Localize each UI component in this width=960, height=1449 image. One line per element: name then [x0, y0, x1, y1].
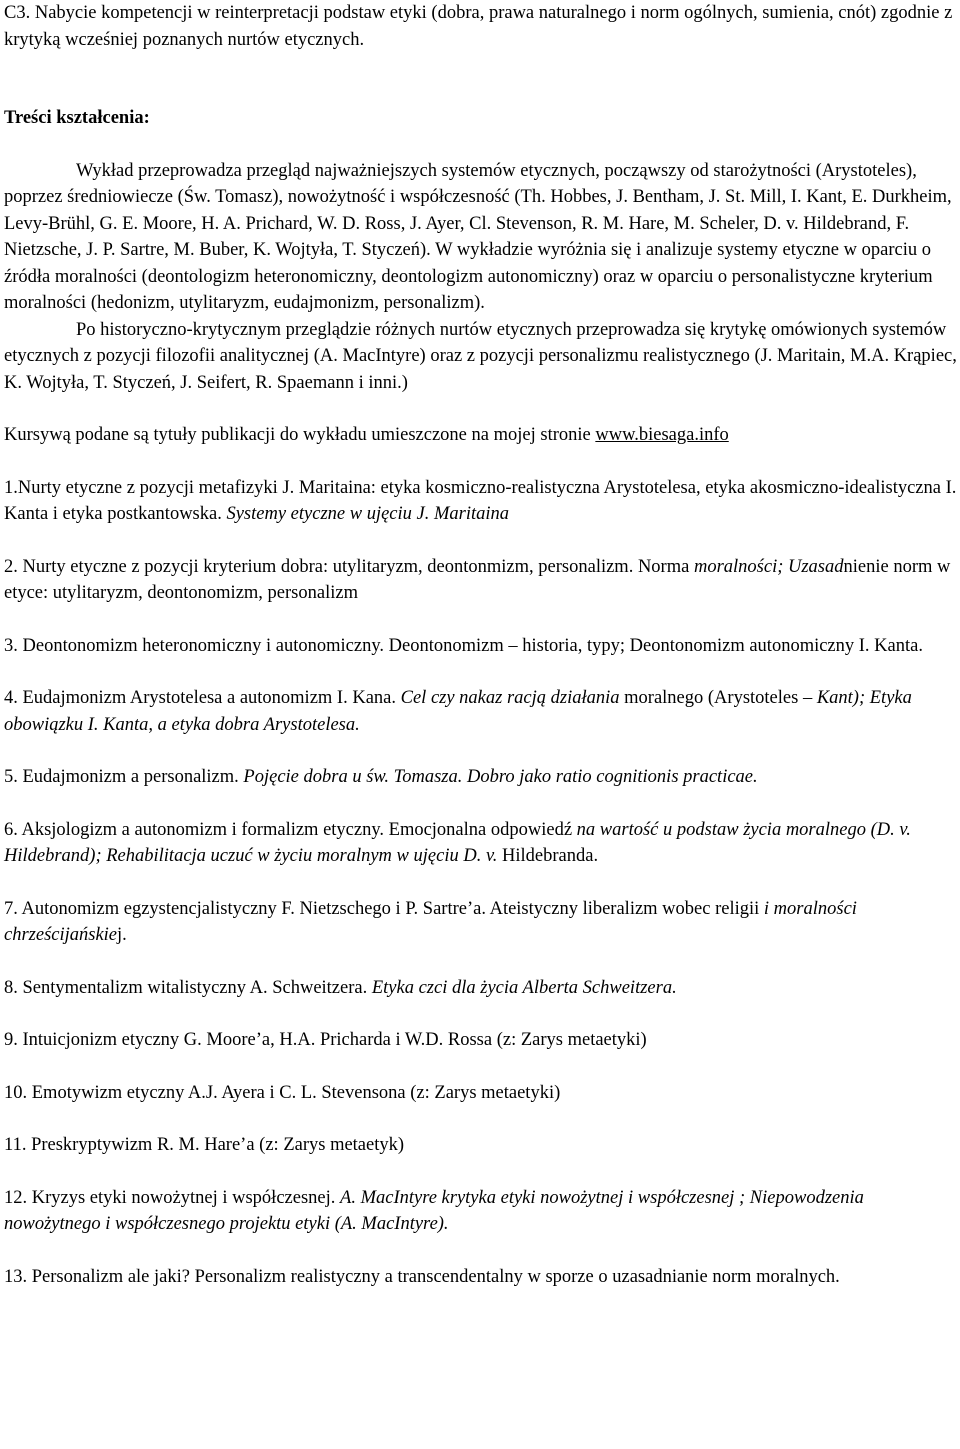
- topic-1-text: 1.Nurty etyczne z pozycji metafizyki J. Maritaina: etyka kosmiczno-realistyczna Arystotelesa, etyka akosmiczno-idealistyczna I. Kanta i etyka postkantowska.: [4, 477, 957, 524]
- topic-5-title: Pojęcie dobra u św. Tomasza. Dobro jako ratio cognitionis practicae.: [243, 767, 758, 787]
- topic-10: 10. Emotywizm etyczny A.J. Ayera i C. L. Stevensona (z: Zarys metaetyki): [4, 1082, 561, 1103]
- topic-4-text-mid: moralnego (Arystoteles –: [619, 688, 817, 708]
- topic-3: 3. Deontonomizm heteronomiczny i autonomiczny. Deontonomizm – historia, typy; Deontonomizm autonomiczny I. Kanta.: [4, 635, 923, 656]
- topic-4-title-2: Kant); Etyka obowiązku I. Kanta, a etyka dobra Arystotelesa.: [4, 688, 912, 735]
- topic-4-text: 4. Eudajmonizm Arystotelesa a autonomizm I. Kana.: [4, 688, 401, 708]
- description-paragraph-1: Wykład przeprowadza przegląd najważniejszych systemów etycznych, począwszy od starożytności (Arystoteles), poprzez średniowiecze (Św. Tomasz), nowożytność i współczesność (Th. Hobbes, J. Bentham, J. St. Mill, I. Kant, E. Durkheim, Levy-Brühl, G. E. Moore, H. A. Prichard, W. D. Ross, J. Ayer, Cl. Stevenson, R. M. Hare, M. Scheler, D. v. Hildebrand, F. Nietzsche, J. P. Sartre, M. Buber, K. Wojtyła, T. Styczeń). W wykładzie wyróżnia się i analizuje systemy etyczne w oparciu o źródła moralności (deontologizm heteronomiczny, deontologizm autonomiczny) oraz w oparciu o personalistyczne kryterium moralności (hedonizm, utylitaryzm, eudajmonizm, personalizm).: [4, 160, 952, 313]
- topic-1-title: Systemy etyczne w ujęciu J. Maritaina: [226, 504, 510, 524]
- topic-6: [4, 817, 957, 870]
- topic-4-title: Cel czy nakaz racją działania: [400, 688, 620, 708]
- topic-13: 13. Personalizm ale jaki? Personalizm realistyczny a transcendentalny w sporze o uzasadnianie norm moralnych.: [4, 1266, 840, 1287]
- document-page: [4, 0, 957, 1290]
- topic-6-text: 6. Aksjologizm a autonomizm i formalizm etyczny. Emocjonalna odpowiedź: [4, 819, 577, 840]
- section-title: Treści kształcenia:: [4, 108, 150, 128]
- topic-7-title: i moralności chrześcijańskie: [4, 898, 857, 945]
- topic-12-title: A. MacIntyre krytyka etyki nowożytnej i współczesnej ; Niepowodzenia nowożytnego i współczesnego projektu etyki (A. MacIntyre).: [4, 1187, 864, 1234]
- description-paragraph-2: Po historyczno-krytycznym przeglądzie różnych nurtów etycznych przeprowadza się krytykę omówionych systemów etycznych z pozycji filozofii analitycznej (A. MacIntyre) oraz z pozycji personalizmu realistycznego (J. Maritain, M.A. Krąpiec, K. Wojtyła, T. Styczeń, J. Seifert, R. Spaemann i inni.): [4, 319, 957, 393]
- topic-1: [4, 475, 957, 528]
- topic-2-text: 2. Nurty etyczne z pozycji kryterium dobra: utylitaryzm, deontonmizm, personalizm. Norma: [4, 556, 694, 577]
- topic-9: 9. Intuicjonizm etyczny G. Moore’a, H.A. Pricharda i W.D. Rossa (z: Zarys metaetyki): [4, 1030, 647, 1050]
- topic-2-title: moralności; Uzasad: [693, 556, 844, 577]
- topic-8: [4, 975, 957, 1002]
- topic-2-text-end: nienie norm w etyce: utylitaryzm, deontonomizm, personalizm: [4, 556, 951, 603]
- note-text: Kursywą podane są tytuły publikacji do wykładu umieszczone na mojej stronie: [4, 425, 596, 445]
- topic-5: [4, 764, 957, 791]
- website-link[interactable]: www.biesaga.info: [595, 425, 729, 445]
- topic-8-title: Etyka czci dla życia Alberta Schweitzera.: [371, 977, 677, 998]
- topic-11: 11. Preskryptywizm R. M. Hare’a (z: Zarys metaetyk): [4, 1135, 405, 1155]
- topic-7-text: 7. Autonomizm egzystencjalistyczny F. Nietzschego i P. Sartre’a. Ateistyczny liberalizm wobec religii: [4, 898, 764, 919]
- topic-12: [4, 1185, 957, 1238]
- topic-12-text: 12. Kryzys etyki nowożytnej i współczesnej.: [4, 1187, 341, 1208]
- topic-7: [4, 896, 957, 949]
- topic-5-text: 5. Eudajmonizm a personalizm.: [4, 767, 244, 787]
- topic-6-title: na wartość u podstaw życia moralnego (D. v. Hildebrand); Rehabilitacja uczuć w życiu moralnym w ujęciu D. v.: [4, 819, 911, 866]
- topic-6-text-end: Hildebranda.: [497, 846, 599, 866]
- topic-4: [4, 685, 957, 738]
- intro-paragraph: C3. Nabycie kompetencji w reinterpretacji podstaw etyki (dobra, prawa naturalnego i norm ogólnych, sumienia, cnót) zgodnie z krytyką wcześniej poznanych nurtów etycznych.: [4, 3, 953, 50]
- note-paragraph: [4, 422, 957, 449]
- topic-7-text-end: j.: [117, 925, 127, 945]
- topic-2: [4, 554, 957, 607]
- topic-8-text: 8. Sentymentalizm witalistyczny A. Schweitzera.: [4, 977, 372, 998]
